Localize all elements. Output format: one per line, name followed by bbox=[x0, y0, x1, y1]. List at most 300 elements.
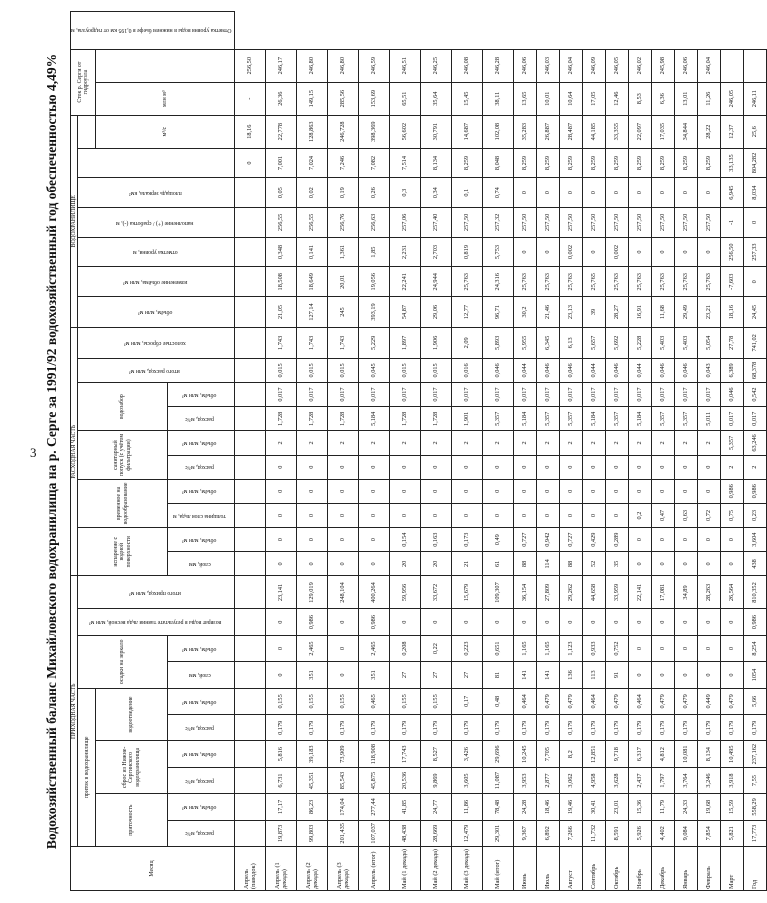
value-cell: 7,024 bbox=[296, 148, 327, 178]
value-cell: 0,044 bbox=[513, 358, 536, 382]
value-cell: 25,763 bbox=[605, 267, 628, 297]
value-cell: 8,254 bbox=[743, 635, 766, 661]
value-cell: 0 bbox=[559, 455, 582, 479]
value-cell: 11,86 bbox=[451, 794, 482, 820]
value-cell: 246,04 bbox=[559, 49, 582, 82]
value-cell: 0 bbox=[265, 528, 296, 552]
value-cell: 257,06 bbox=[389, 208, 420, 238]
value-cell: 41,85 bbox=[389, 794, 420, 820]
table-row bbox=[743, 12, 766, 891]
value-cell: 0 bbox=[451, 479, 482, 503]
value-cell: 8,259 bbox=[674, 148, 697, 178]
month-cell: Сентябрь bbox=[582, 847, 605, 891]
value-cell: 85,543 bbox=[327, 767, 358, 793]
value-cell: 73,909 bbox=[327, 741, 358, 767]
value-cell: 0,986 bbox=[296, 609, 327, 635]
value-cell: 0 bbox=[327, 552, 358, 576]
table-row bbox=[234, 12, 265, 891]
value-cell: 0 bbox=[628, 528, 651, 552]
value-cell: 0 bbox=[265, 503, 296, 527]
value-cell: 5,054 bbox=[697, 327, 720, 358]
value-cell: 256,50 bbox=[234, 49, 265, 82]
value-cell: 246,08 bbox=[451, 49, 482, 82]
value-cell: 0 bbox=[651, 635, 674, 661]
unit-q-3: расход, м³/с bbox=[167, 715, 234, 741]
value-cell: 0 bbox=[605, 479, 628, 503]
month-cell: Май (итог) bbox=[482, 847, 513, 891]
value-cell: 0,044 bbox=[628, 358, 651, 382]
month-cell: Ноябрь bbox=[628, 847, 651, 891]
value-cell: 0 bbox=[536, 178, 559, 208]
value-cell: 0,179 bbox=[697, 715, 720, 741]
value-cell: 6,731 bbox=[265, 767, 296, 793]
value-cell: 0,651 bbox=[482, 635, 513, 661]
value-cell: 0 bbox=[536, 503, 559, 527]
value-cell: 1,901 bbox=[451, 407, 482, 431]
value-cell: 24,944 bbox=[420, 267, 451, 297]
value-cell: 0,045 bbox=[358, 358, 389, 382]
value-cell: 8,259 bbox=[605, 148, 628, 178]
value-cell bbox=[234, 327, 265, 358]
value-cell: 246,02 bbox=[628, 49, 651, 82]
value-cell: 26,36 bbox=[265, 82, 296, 115]
value-cell: 0,043 bbox=[697, 358, 720, 382]
value-cell: 19,056 bbox=[358, 267, 389, 297]
res-volume-header: объём, млн м³ bbox=[78, 297, 234, 328]
value-cell: 0 bbox=[743, 208, 766, 238]
table-row bbox=[265, 12, 296, 891]
value-cell: 81 bbox=[482, 662, 513, 688]
value-cell: 8,53 bbox=[628, 82, 651, 115]
value-cell: -1 bbox=[720, 208, 743, 238]
value-cell: 246,51 bbox=[389, 49, 420, 82]
value-cell: 17,035 bbox=[651, 115, 674, 148]
value-cell: 0 bbox=[605, 503, 628, 527]
value-cell: 29,696 bbox=[482, 741, 513, 767]
value-cell: 0 bbox=[389, 609, 420, 635]
value-cell: 19,68 bbox=[697, 794, 720, 820]
value-cell: 0 bbox=[674, 479, 697, 503]
value-cell: 2 bbox=[605, 431, 628, 455]
value-cell: 17,743 bbox=[389, 741, 420, 767]
unit-v-precip: объём, млн м³ bbox=[167, 635, 234, 661]
value-cell: 0,179 bbox=[327, 715, 358, 741]
value-cell: 38,11 bbox=[482, 82, 513, 115]
value-cell: 0,23 bbox=[743, 503, 766, 527]
value-cell: 13,65 bbox=[513, 82, 536, 115]
value-cell: 5,184 bbox=[358, 407, 389, 431]
value-cell: 0 bbox=[582, 178, 605, 208]
value-cell bbox=[720, 49, 743, 82]
value-cell: 0 bbox=[697, 178, 720, 208]
value-cell: 0 bbox=[582, 455, 605, 479]
value-cell: 5,357 bbox=[674, 407, 697, 431]
unit-v-evap: объём, млн м³ bbox=[167, 528, 234, 552]
value-cell: 5,657 bbox=[582, 327, 605, 358]
value-cell: 6,317 bbox=[628, 741, 651, 767]
value-cell: 0,155 bbox=[296, 688, 327, 714]
value-cell: 35 bbox=[605, 552, 628, 576]
month-cell: Июнь bbox=[513, 847, 536, 891]
value-cell: 5,816 bbox=[265, 741, 296, 767]
value-cell: 0 bbox=[358, 503, 389, 527]
value-cell: 52 bbox=[582, 552, 605, 576]
value-cell bbox=[234, 635, 265, 661]
value-cell: 18,16 bbox=[234, 115, 265, 148]
value-cell bbox=[234, 297, 265, 328]
value-cell: 12,851 bbox=[582, 741, 605, 767]
value-cell: 14,687 bbox=[451, 115, 482, 148]
value-cell: 21 bbox=[451, 552, 482, 576]
value-cell: 351 bbox=[296, 662, 327, 688]
value-cell: 0 bbox=[651, 552, 674, 576]
value-cell: 2 bbox=[451, 431, 482, 455]
month-cell: Апрель (2 декада) bbox=[296, 847, 327, 891]
value-cell: 5,011 bbox=[697, 407, 720, 431]
value-cell: 0 bbox=[559, 609, 582, 635]
table-row bbox=[605, 12, 628, 891]
value-cell: 113 bbox=[582, 662, 605, 688]
value-cell: 0,49 bbox=[482, 528, 513, 552]
month-cell: Июль bbox=[536, 847, 559, 891]
table-row bbox=[651, 12, 674, 891]
value-cell: 21,05 bbox=[265, 297, 296, 328]
value-cell: 0 bbox=[628, 609, 651, 635]
value-cell bbox=[234, 358, 265, 382]
downstream-mln-header: млн м³ bbox=[96, 82, 235, 115]
month-header: Месяц bbox=[71, 847, 235, 891]
value-cell bbox=[234, 741, 265, 767]
value-cell: 8,259 bbox=[651, 148, 674, 178]
value-cell: 1,743 bbox=[265, 327, 296, 358]
value-cell: 0 bbox=[513, 237, 536, 267]
value-cell: 10,081 bbox=[674, 741, 697, 767]
value-cell: 0,002 bbox=[605, 237, 628, 267]
value-cell: 9,084 bbox=[674, 820, 697, 846]
value-cell: 24,45 bbox=[743, 297, 766, 328]
value-cell: 0,046 bbox=[536, 358, 559, 382]
value-cell: 5,357 bbox=[651, 407, 674, 431]
table-row bbox=[697, 12, 720, 891]
table-row bbox=[720, 12, 743, 891]
value-cell: 44,185 bbox=[582, 115, 605, 148]
value-cell: 0 bbox=[628, 552, 651, 576]
value-cell: 5,357 bbox=[536, 407, 559, 431]
value-cell: 9,367 bbox=[513, 820, 536, 846]
value-cell: 0 bbox=[451, 609, 482, 635]
table-row bbox=[628, 12, 651, 891]
value-cell: 0 bbox=[265, 662, 296, 688]
value-cell: 33,959 bbox=[605, 576, 628, 609]
value-cell: 0,017 bbox=[358, 382, 389, 406]
precip-header: осадки на зеркало bbox=[78, 635, 167, 688]
value-cell: 0,75 bbox=[720, 503, 743, 527]
value-cell: 1,123 bbox=[559, 635, 582, 661]
value-cell: 0,179 bbox=[265, 715, 296, 741]
value-cell: 0 bbox=[327, 479, 358, 503]
month-cell: Февраль bbox=[697, 847, 720, 891]
value-cell: 0 bbox=[628, 635, 651, 661]
value-cell bbox=[234, 237, 265, 267]
value-cell: 5,893 bbox=[482, 327, 513, 358]
value-cell: 245,98 bbox=[651, 49, 674, 82]
value-cell: 20,536 bbox=[389, 767, 420, 793]
value-cell: 1,897 bbox=[389, 327, 420, 358]
value-cell: 5,926 bbox=[628, 820, 651, 846]
value-cell: 0 bbox=[451, 503, 482, 527]
month-cell: Год bbox=[743, 847, 766, 891]
value-cell: 246,25 bbox=[420, 49, 451, 82]
value-cell: 2 bbox=[327, 431, 358, 455]
value-cell: 25,763 bbox=[651, 267, 674, 297]
table-row bbox=[674, 12, 697, 891]
value-cell: 12,479 bbox=[451, 820, 482, 846]
value-cell bbox=[234, 503, 265, 527]
value-cell: 7,854 bbox=[697, 820, 720, 846]
value-cell: 16,91 bbox=[628, 297, 651, 328]
value-cell bbox=[234, 455, 265, 479]
unit-v-users: объём, млн м³ bbox=[167, 382, 234, 406]
value-cell: 3,605 bbox=[451, 767, 482, 793]
value-cell: 6,389 bbox=[720, 358, 743, 382]
value-cell: 246,04 bbox=[697, 49, 720, 82]
unit-layer-evap: слой, мм bbox=[167, 552, 234, 576]
value-cell bbox=[234, 267, 265, 297]
value-cell: 257,50 bbox=[628, 208, 651, 238]
value-cell: 0 bbox=[559, 178, 582, 208]
value-cell: 0 bbox=[513, 503, 536, 527]
value-cell: 0,465 bbox=[358, 688, 389, 714]
value-cell: 18,16 bbox=[720, 297, 743, 328]
value-cell: 0,74 bbox=[482, 178, 513, 208]
value-cell: 0,17 bbox=[451, 688, 482, 714]
value-cell: 0 bbox=[674, 528, 697, 552]
water-balance-table bbox=[70, 11, 767, 891]
value-cell: 35,64 bbox=[420, 82, 451, 115]
value-cell: 10,64 bbox=[559, 82, 582, 115]
value-cell: 1,85 bbox=[358, 237, 389, 267]
value-cell: 0 bbox=[697, 609, 720, 635]
value-cell: 107,037 bbox=[358, 820, 389, 846]
value-cell: 10,01 bbox=[536, 82, 559, 115]
value-cell: 0 bbox=[265, 552, 296, 576]
value-cell: 0 bbox=[513, 479, 536, 503]
value-cell: 24,33 bbox=[674, 794, 697, 820]
value-cell: 0 bbox=[674, 455, 697, 479]
value-cell: 201,435 bbox=[327, 820, 358, 846]
value-cell: 1,728 bbox=[265, 407, 296, 431]
vol-change-header: изменение объёма, млн м³ bbox=[78, 267, 234, 297]
table-row bbox=[482, 12, 513, 891]
water-users-header: водозабор bbox=[78, 382, 167, 430]
value-cell: 18,649 bbox=[296, 267, 327, 297]
value-cell: 0 bbox=[720, 635, 743, 661]
value-cell: 5,184 bbox=[582, 407, 605, 431]
value-cell: 0 bbox=[265, 635, 296, 661]
value-cell: 245 bbox=[327, 297, 358, 328]
water-supply-header: водоотведение bbox=[96, 688, 168, 741]
value-cell: 11,26 bbox=[697, 82, 720, 115]
value-cell: 0,1 bbox=[451, 178, 482, 208]
value-cell: 0 bbox=[389, 479, 420, 503]
value-cell: 7,705 bbox=[536, 741, 559, 767]
value-cell: 29,49 bbox=[674, 297, 697, 328]
value-cell: 0 bbox=[327, 503, 358, 527]
value-cell: 0,017 bbox=[743, 407, 766, 431]
value-cell: 0,173 bbox=[451, 528, 482, 552]
value-cell: 7,001 bbox=[265, 148, 296, 178]
value-cell: 0 bbox=[743, 267, 766, 297]
value-cell: 0 bbox=[420, 503, 451, 527]
value-cell: 11,68 bbox=[651, 297, 674, 328]
balance-table-body bbox=[234, 12, 766, 891]
value-cell: 34,844 bbox=[674, 115, 697, 148]
value-cell: 0,155 bbox=[327, 688, 358, 714]
value-cell: 0 bbox=[651, 479, 674, 503]
value-cell: 99,803 bbox=[296, 820, 327, 846]
value-cell: 29,262 bbox=[559, 576, 582, 609]
value-cell: 20 bbox=[420, 552, 451, 576]
value-cell: 0,155 bbox=[420, 688, 451, 714]
value-cell: 5,753 bbox=[482, 237, 513, 267]
value-cell: 5,357 bbox=[559, 407, 582, 431]
page-number: 3 bbox=[30, 445, 37, 460]
value-cell: 0 bbox=[536, 455, 559, 479]
value-cell: 0 bbox=[420, 479, 451, 503]
value-cell: 257,33 bbox=[743, 237, 766, 267]
value-cell: 6,13 bbox=[559, 327, 582, 358]
value-cell: 12,37 bbox=[720, 115, 743, 148]
value-cell: 8,2 bbox=[559, 741, 582, 767]
value-cell: 2 bbox=[265, 431, 296, 455]
value-cell: 0 bbox=[327, 455, 358, 479]
value-cell: 0 bbox=[674, 178, 697, 208]
value-cell: 0 bbox=[628, 178, 651, 208]
value-cell: 285,56 bbox=[327, 82, 358, 115]
value-cell: 0,02 bbox=[296, 178, 327, 208]
value-cell: 91 bbox=[605, 662, 628, 688]
table-row bbox=[559, 12, 582, 891]
value-cell: 0,154 bbox=[389, 528, 420, 552]
value-cell: 2,465 bbox=[296, 635, 327, 661]
value-cell: 0 bbox=[651, 662, 674, 688]
value-cell: 2,231 bbox=[389, 237, 420, 267]
value-cell: 23,21 bbox=[697, 297, 720, 328]
value-cell: 2 bbox=[389, 431, 420, 455]
ice-header: временное на водообразование bbox=[78, 479, 167, 527]
value-cell: 0,016 bbox=[451, 358, 482, 382]
value-cell: 0,179 bbox=[582, 715, 605, 741]
value-cell: 174,04 bbox=[327, 794, 358, 820]
value-cell: 6,36 bbox=[651, 82, 674, 115]
value-cell: 0,348 bbox=[265, 237, 296, 267]
value-cell bbox=[234, 479, 265, 503]
month-cell: Апрель (паводок) bbox=[234, 847, 265, 891]
value-cell: 0,942 bbox=[536, 528, 559, 552]
value-cell: 0,2 bbox=[628, 503, 651, 527]
value-cell: 0 bbox=[651, 178, 674, 208]
unit-q-sanitary: расход, м³/с bbox=[167, 455, 234, 479]
value-cell: 5,955 bbox=[513, 327, 536, 358]
value-cell: 5,692 bbox=[605, 327, 628, 358]
value-cell: 810,352 bbox=[743, 576, 766, 609]
level-downstream-header: Отметка уровня воды в нижнем бьефе в 0,195 км от гидроузла, м bbox=[71, 12, 235, 50]
value-cell bbox=[234, 688, 265, 714]
value-cell: 25,763 bbox=[559, 267, 582, 297]
value-cell: 0,223 bbox=[451, 635, 482, 661]
value-cell: 0,986 bbox=[743, 609, 766, 635]
month-cell: Октябрь bbox=[605, 847, 628, 891]
value-cell: 88 bbox=[559, 552, 582, 576]
value-cell: 0 bbox=[536, 237, 559, 267]
value-cell: 0,015 bbox=[420, 358, 451, 382]
value-cell: 2 bbox=[697, 431, 720, 455]
value-cell: 0,179 bbox=[536, 715, 559, 741]
unit-q-1: расход, м³/с bbox=[167, 820, 234, 846]
value-cell: 141 bbox=[536, 662, 559, 688]
value-cell bbox=[234, 794, 265, 820]
value-cell: 0,046 bbox=[674, 358, 697, 382]
value-cell: 65,51 bbox=[389, 82, 420, 115]
sanitary-header: санитарный попуск (с учётом фильтрации) bbox=[78, 431, 167, 479]
value-cell: 17,773 bbox=[743, 820, 766, 846]
value-cell: 257,50 bbox=[605, 208, 628, 238]
value-cell: 2 bbox=[628, 431, 651, 455]
value-cell: 11,732 bbox=[582, 820, 605, 846]
value-cell: 0 bbox=[605, 178, 628, 208]
value-cell: 0 bbox=[720, 609, 743, 635]
value-cell: 36,154 bbox=[513, 576, 536, 609]
value-cell: 22,241 bbox=[389, 267, 420, 297]
value-cell: 28,487 bbox=[559, 115, 582, 148]
value-cell: 0 bbox=[559, 503, 582, 527]
value-cell: 6,892 bbox=[536, 820, 559, 846]
table-row bbox=[582, 12, 605, 891]
value-cell: 0 bbox=[234, 148, 265, 178]
value-cell: 1,743 bbox=[296, 327, 327, 358]
value-cell: 3,764 bbox=[674, 767, 697, 793]
value-cell: 5,357 bbox=[720, 431, 743, 455]
value-cell: 0 bbox=[720, 662, 743, 688]
value-cell: 12,46 bbox=[605, 82, 628, 115]
upstream-discharge-header: сброс из Нижне-Сергинского водохранилища bbox=[96, 741, 168, 794]
value-cell: 246,80 bbox=[296, 49, 327, 82]
value-cell: 0 bbox=[582, 237, 605, 267]
value-cell: 0,05 bbox=[265, 178, 296, 208]
value-cell: 7,514 bbox=[389, 148, 420, 178]
value-cell: 30,791 bbox=[420, 115, 451, 148]
value-cell: 0 bbox=[697, 552, 720, 576]
value-cell: 2 bbox=[296, 431, 327, 455]
value-cell: 1,728 bbox=[296, 407, 327, 431]
value-cell: 7,266 bbox=[559, 820, 582, 846]
value-cell: 39,183 bbox=[296, 741, 327, 767]
value-cell: 0 bbox=[296, 503, 327, 527]
value-cell: 96,71 bbox=[482, 297, 513, 328]
value-cell: 8,134 bbox=[420, 148, 451, 178]
value-cell: 118,908 bbox=[358, 741, 389, 767]
value-cell: 246,59 bbox=[358, 49, 389, 82]
value-cell: 0,017 bbox=[536, 382, 559, 406]
value-cell: 22,097 bbox=[628, 115, 651, 148]
value-cell: 8,034 bbox=[743, 178, 766, 208]
value-cell bbox=[234, 208, 265, 238]
value-cell: 5,821 bbox=[720, 820, 743, 846]
value-cell: 246,728 bbox=[327, 115, 358, 148]
res-extra-header bbox=[78, 148, 234, 178]
value-cell: 128,863 bbox=[296, 115, 327, 148]
value-cell: 0,046 bbox=[720, 382, 743, 406]
